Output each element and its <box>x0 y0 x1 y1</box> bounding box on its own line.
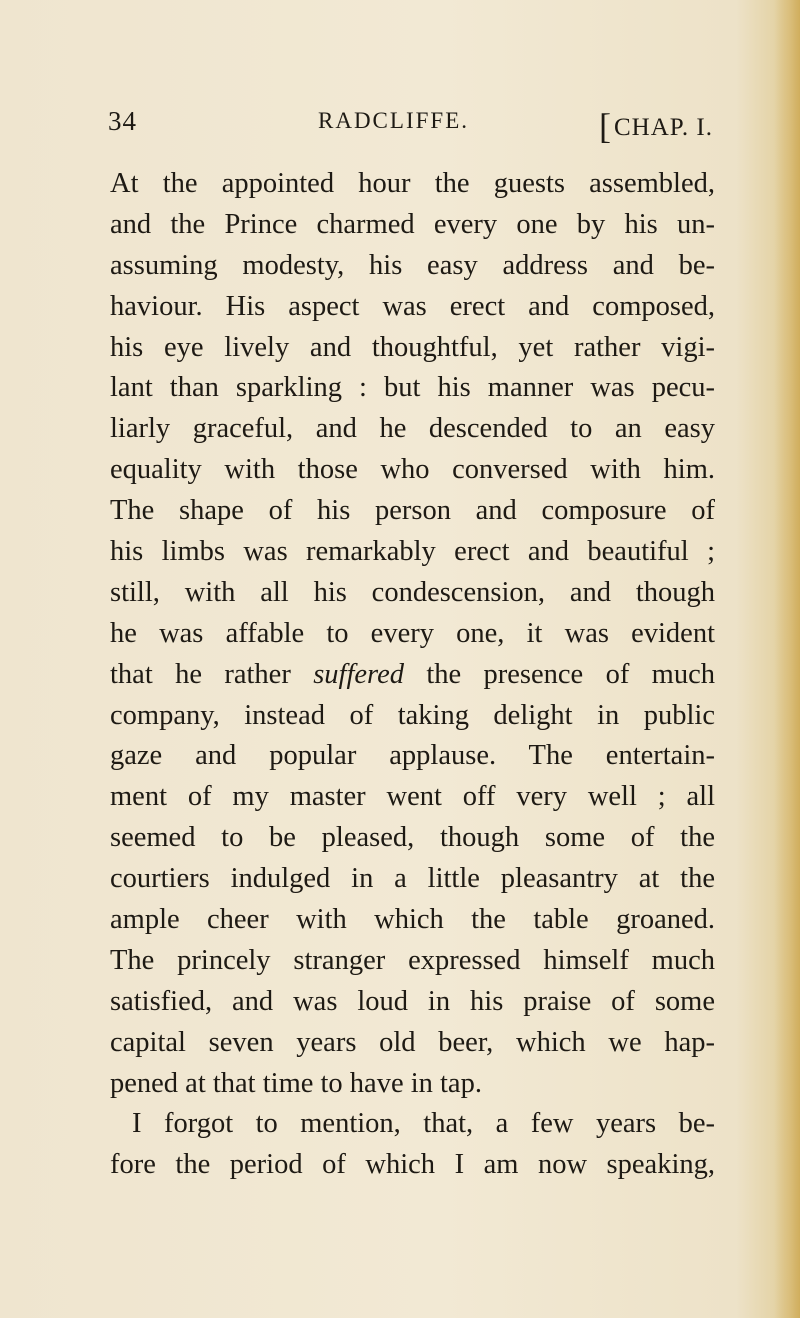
text-line: ment of my master went off very well ; all <box>110 781 715 813</box>
italic-word: suffered <box>313 658 404 690</box>
text-line: haviour. His aspect was erect and composed, <box>110 290 715 322</box>
text-line: his eye lively and thoughtful, yet rather vigi- <box>110 331 715 363</box>
text-line: gaze and popular applause. The entertain- <box>110 740 715 772</box>
text-line: still, with all his condescension, and though <box>110 576 715 608</box>
text-line-with-italic <box>110 655 715 696</box>
line-segment: that he rather <box>110 658 314 690</box>
text-line: he was affable to every one, it was evident <box>110 617 715 649</box>
text-line: equality with those who conversed with him. <box>110 454 715 486</box>
text-line: I forgot to mention, that, a few years be- <box>132 1108 715 1140</box>
text-line: satisfied, and was loud in his praise of some <box>110 985 715 1017</box>
text-line: The princely stranger expressed himself much <box>110 944 715 976</box>
text-line: At the appointed hour the guests assembled, <box>110 168 715 199</box>
text-line: seemed to be pleased, though some of the <box>110 822 715 854</box>
text-line: pened at that time to have in tap. <box>110 1067 482 1099</box>
text-line: lant than sparkling : but his manner was pecu- <box>110 372 715 404</box>
running-title: RADCLIFFE. <box>318 108 469 133</box>
running-head <box>108 102 713 146</box>
text-line: capital seven years old beer, which we hap- <box>110 1026 715 1058</box>
chapter-label: CHAP. I. <box>614 114 713 141</box>
line-segment: the presence of much <box>403 658 715 690</box>
chapter-reference <box>599 102 713 144</box>
text-line: liarly graceful, and he descended to an easy <box>110 413 715 445</box>
chapter-bracket: [ <box>599 106 612 146</box>
text-line: his limbs was remarkably erect and beautiful ; <box>110 536 715 568</box>
text-line: courtiers indulged in a little pleasantry at the <box>110 863 715 895</box>
text-line: fore the period of which I am now speaking, <box>110 1149 715 1181</box>
text-line: The shape of his person and composure of <box>110 495 715 527</box>
text-line: ample cheer with which the table groaned. <box>110 904 715 936</box>
page-edge <box>774 0 800 1318</box>
text-line: and the Prince charmed every one by his un- <box>110 208 715 240</box>
body-text <box>110 164 715 1186</box>
page-number: 34 <box>108 106 137 136</box>
text-line: assuming modesty, his easy address and be- <box>110 249 715 281</box>
text-line: company, instead of taking delight in public <box>110 699 715 731</box>
